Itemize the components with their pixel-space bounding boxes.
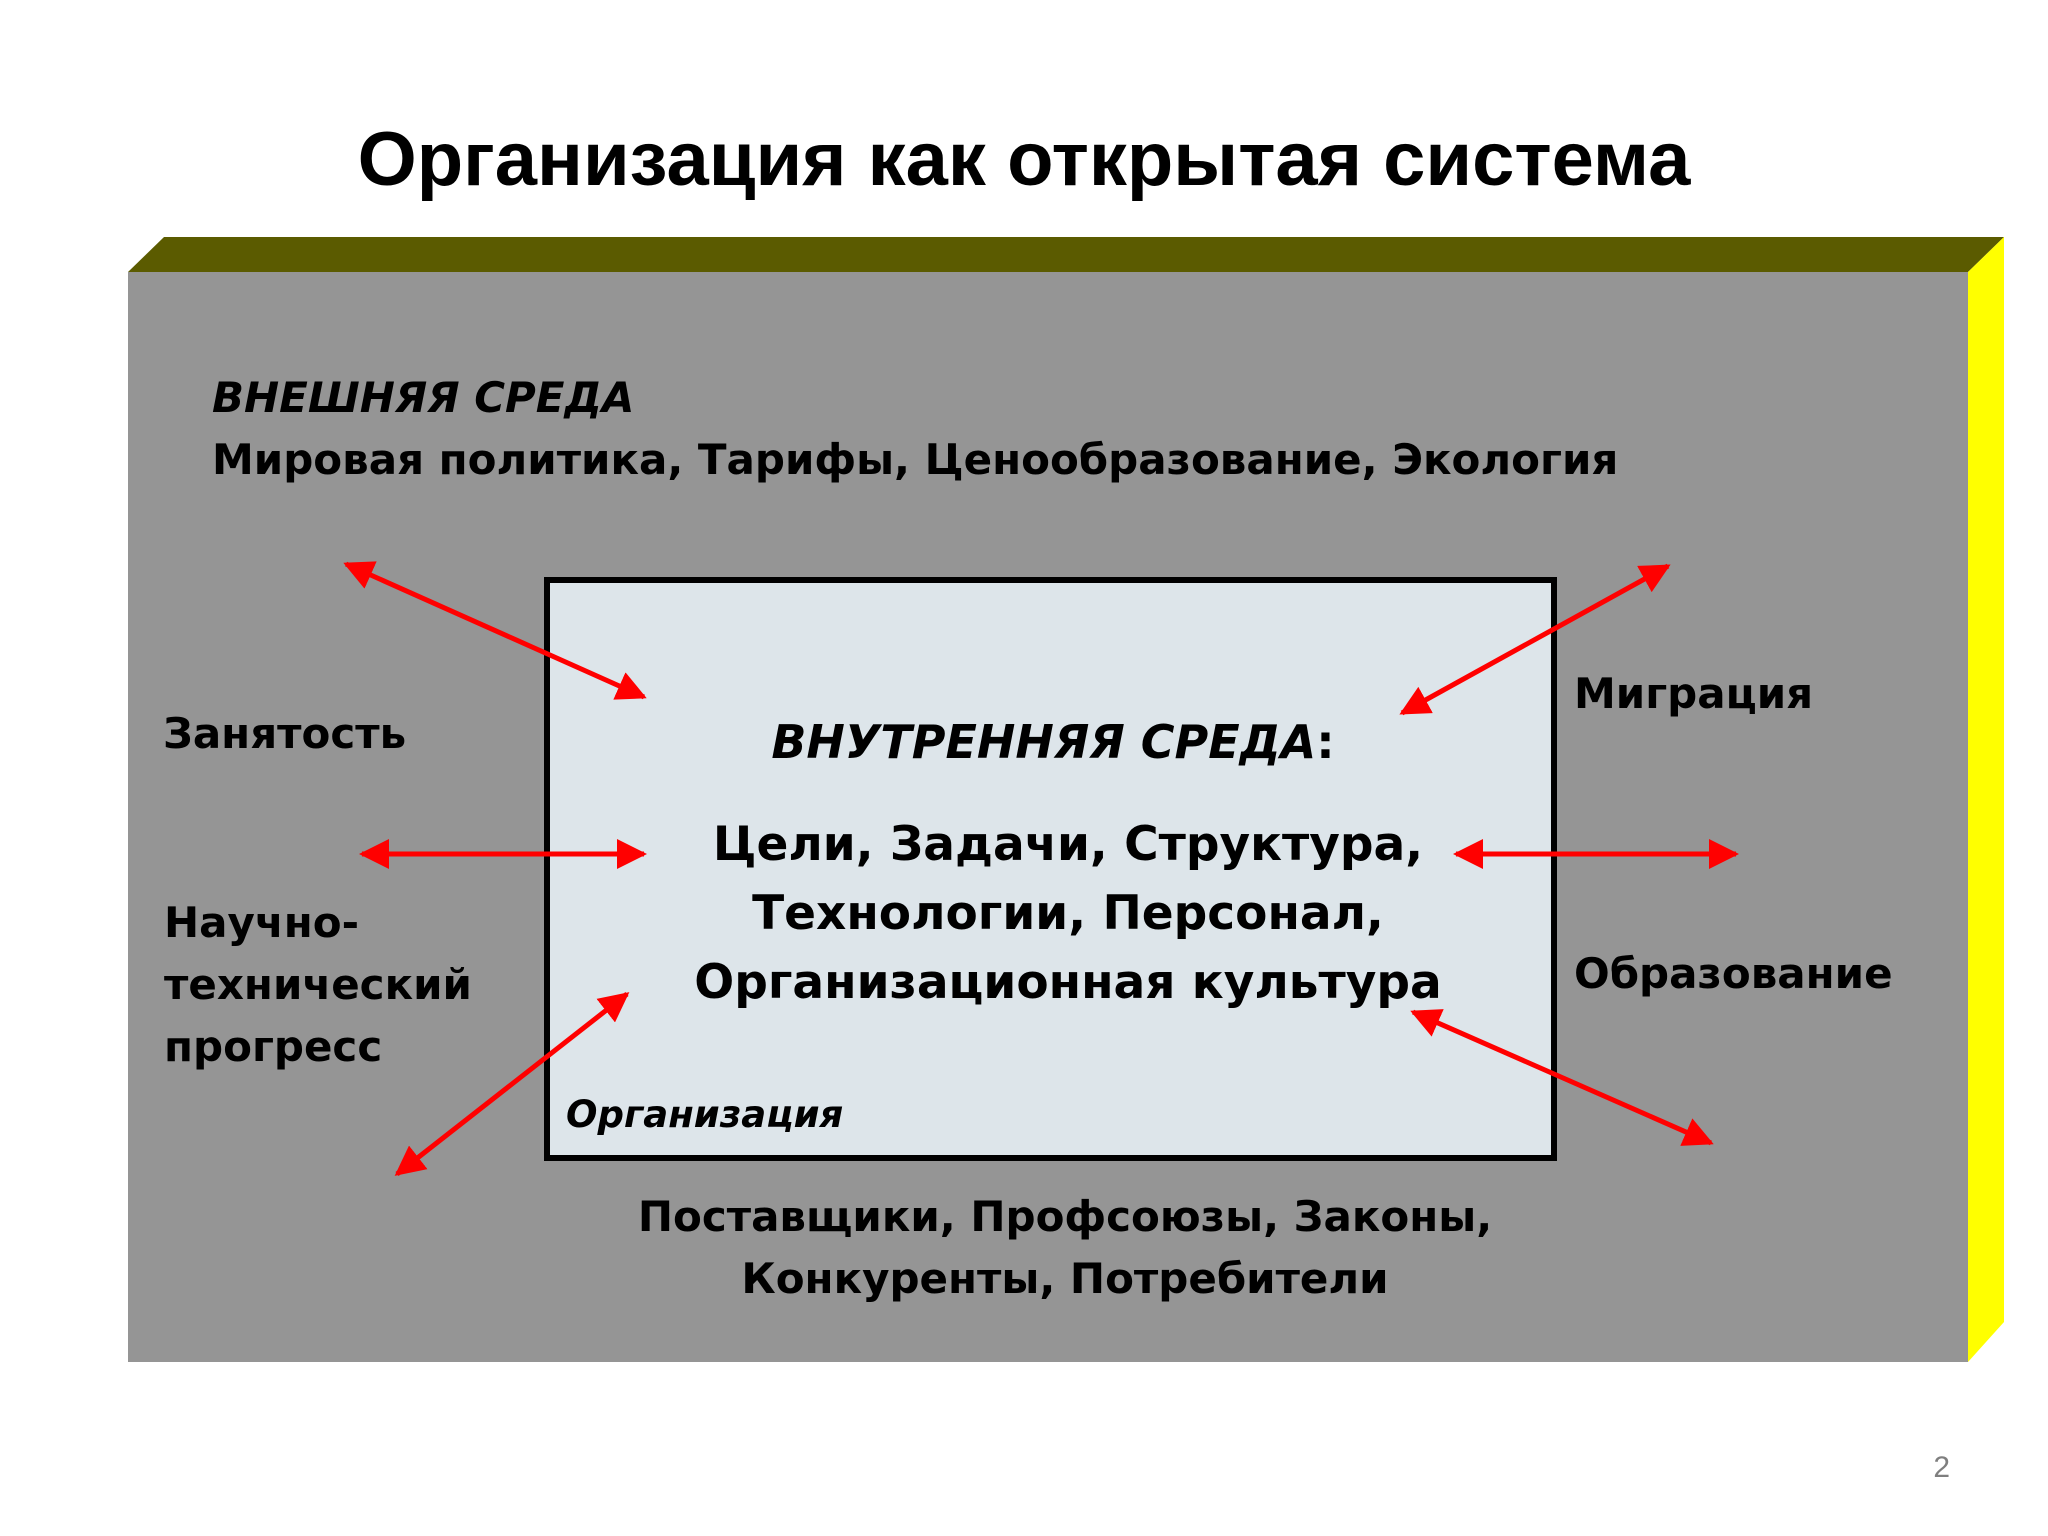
left-factor-line: технический [164, 960, 472, 1009]
left-factor-line: прогресс [164, 1022, 383, 1071]
outer-box-top-face [128, 237, 2004, 272]
external-environment-heading: ВНЕШНЯЯ СРЕДА [212, 373, 635, 422]
internal-factors-line: Организационная культура [694, 955, 1442, 1010]
left-factor-tech-progress [164, 892, 472, 1078]
left-factor-line: Научно- [164, 898, 360, 947]
bottom-factors-line: Конкуренты, Потребители [741, 1254, 1389, 1303]
internal-factors-line: Цели, Задачи, Структура, [712, 817, 1424, 872]
right-factor-migration: Миграция [1574, 669, 1814, 718]
slide-title: Организация как открытая система [357, 117, 1691, 202]
page-number: 2 [1933, 1451, 1950, 1484]
right-factor-education: Образование [1574, 949, 1893, 998]
left-factor-employment: Занятость [163, 709, 407, 758]
bottom-factors-line: Поставщики, Профсоюзы, Законы, [637, 1192, 1493, 1241]
internal-heading-text: ВНУТРЕННЯЯ СРЕДА [771, 715, 1317, 769]
internal-factors-line: Технологии, Персонал, [752, 886, 1384, 941]
external-bottom-factors [520, 1186, 1610, 1310]
internal-factors [548, 810, 1588, 1017]
outer-box-side-face [1968, 237, 2004, 1362]
external-factors-line: Мировая политика, Тарифы, Ценообразование, Экология [212, 435, 1619, 484]
internal-environment-heading [548, 710, 1558, 774]
internal-heading-colon: : [1316, 715, 1335, 769]
organization-box-label: Организация [566, 1093, 844, 1136]
